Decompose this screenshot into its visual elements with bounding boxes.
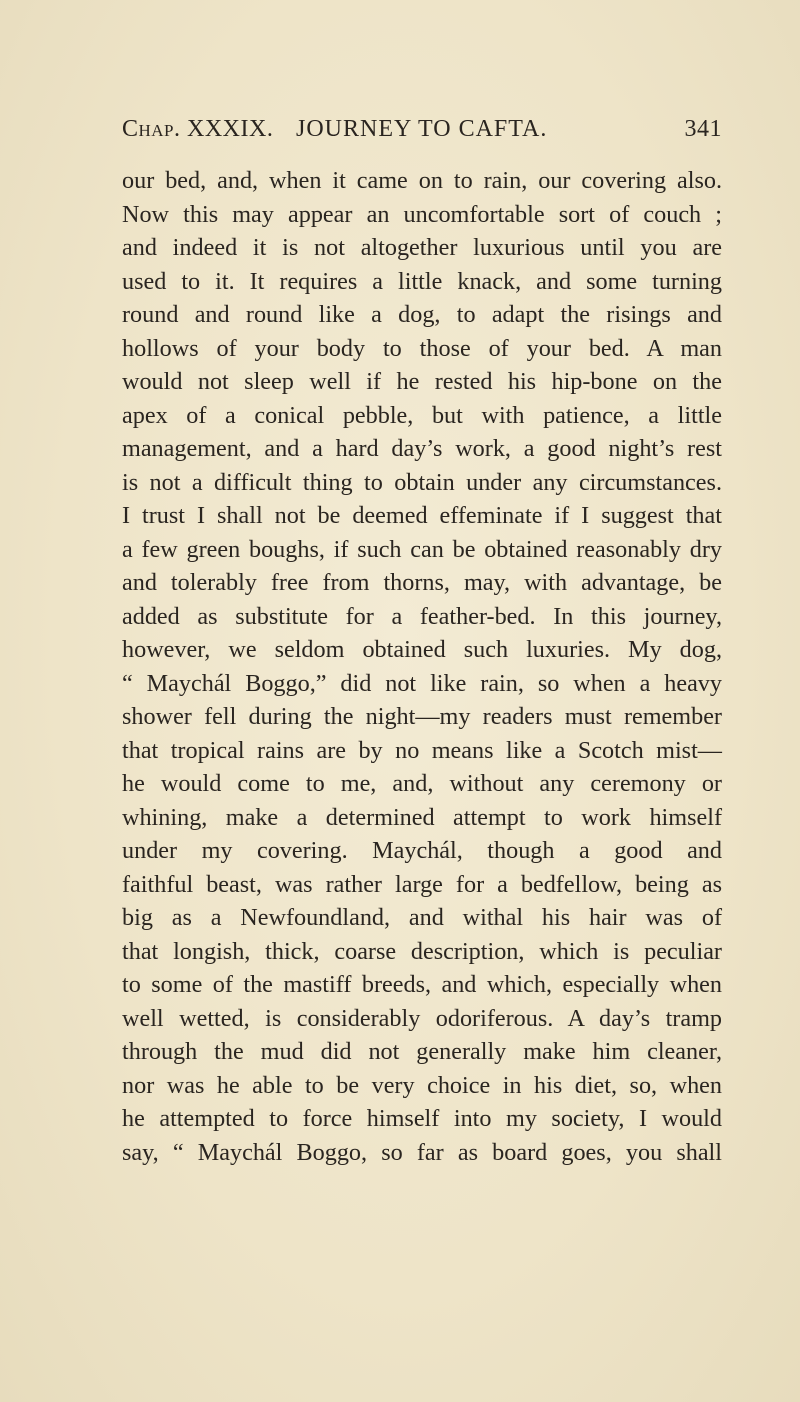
- text-line: added as substitute for a feather-bed. In this journey,: [122, 602, 722, 630]
- text-line: he attempted to force himself into my society, I would: [122, 1105, 722, 1132]
- text-line: round and round like a dog, to adapt the risings and: [122, 301, 722, 328]
- text-line: well wetted, is considerably odoriferous. A day’s tramp: [122, 1004, 722, 1032]
- text-line: faithful beast, was rather large for a bedfellow, being as: [122, 870, 722, 898]
- text-line: apex of a conical pebble, but with patience, a little: [122, 401, 722, 429]
- text-line: I trust I shall not be deemed effeminate if I suggest that: [122, 502, 722, 529]
- text-line: would not sleep well if he rested his hip-bone on the: [122, 368, 722, 395]
- text-line: he would come to me, and, without any ceremony or: [122, 770, 722, 797]
- text-line: and tolerably free from thorns, may, with advantage, be: [122, 569, 722, 596]
- text-line: and indeed it is not altogether luxurious until you are: [122, 234, 722, 261]
- text-line: under my covering. Maychál, though a good and: [122, 837, 722, 864]
- text-line: hollows of your body to those of your bed. A man: [122, 334, 722, 362]
- text-line: “ Maychál Boggo,” did not like rain, so when a heavy: [122, 669, 722, 697]
- text-line: our bed, and, when it came on to rain, our covering also.: [122, 167, 722, 194]
- text-line: that longish, thick, coarse description, which is peculiar: [122, 937, 722, 965]
- text-line: that tropical rains are by no means like a Scotch mist—: [122, 736, 722, 764]
- chapter-title: JOURNEY TO CAFTA.: [296, 116, 548, 142]
- text-line: is not a difficult thing to obtain under any circumstances.: [122, 468, 722, 496]
- text-line: however, we seldom obtained such luxuries. My dog,: [122, 636, 722, 663]
- text-line: through the mud did not generally make him cleaner,: [122, 1038, 722, 1065]
- text-line: say, “ Maychál Boggo, so far as board goes, you shall: [122, 1138, 722, 1166]
- running-head: [122, 116, 722, 146]
- text-line: Now this may appear an uncomfortable sort of couch ;: [122, 200, 722, 228]
- chapter-label: Chap. XXXIX.: [122, 116, 274, 142]
- text-line: whining, make a determined attempt to work himself: [122, 803, 722, 831]
- body-text: [122, 164, 722, 1169]
- text-line: shower fell during the night—my readers must remember: [122, 703, 722, 730]
- text-line: nor was he able to be very choice in his diet, so, when: [122, 1071, 722, 1099]
- text-line: used to it. It requires a little knack, and some turning: [122, 267, 722, 295]
- text-line: a few green boughs, if such can be obtained reasonably dry: [122, 535, 722, 563]
- text-line: management, and a hard day’s work, a good night’s rest: [122, 435, 722, 462]
- text-line: to some of the mastiff breeds, and which, especially when: [122, 971, 722, 998]
- page-number: 341: [684, 116, 722, 142]
- text-line: big as a Newfoundland, and withal his hair was of: [122, 904, 722, 931]
